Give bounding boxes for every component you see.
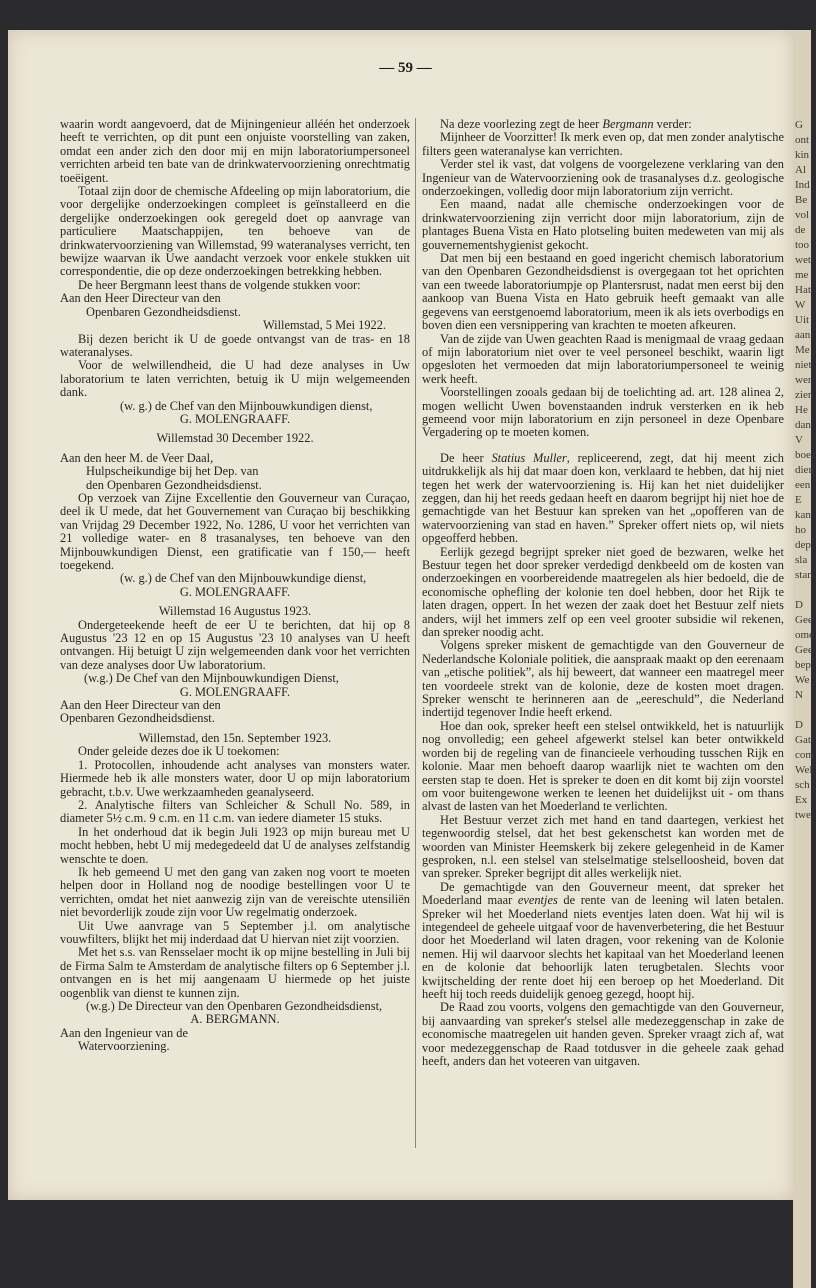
signature: (w.g.) De Directeur van den Openbaren Gezondheidsdienst,	[86, 999, 383, 1013]
letter-date: Willemstad 16 Augustus 1923.	[158, 604, 312, 619]
edge-fragment: ho	[795, 524, 806, 536]
edge-fragment: wet	[795, 254, 811, 266]
paragraph: Uit Uwe aanvrage van 5 September j.l. om analytische vouwfilters, blijkt het mij inderdaad dat U hiervan niet zijt voorzien.	[60, 918, 410, 946]
paragraph: Het Bestuur verzet zich met hand en tand daartegen, verkiest het tegenwoordig stelsel, dat het best gekenschetst kan worden met de woorden van Minister Heemskerk bij zekere gelegenheid in de Kamer gesproken, n.l. een stelsel van stelselmatige stelselloosheid, boven dat van spreker. Spreker begrijpt dit alles werkelijk niet.	[422, 812, 784, 881]
edge-fragment: W	[795, 299, 806, 311]
edge-fragment: dien	[795, 464, 814, 476]
adjacent-page-edge	[793, 30, 816, 1288]
paragraph: Ik heb gemeend U met den gang van zaken nog voort te moeten helpen door in Holland nog de noodige bestellingen voor U te verrichten, omdat het niet aanwezig zijn van de vereischte utensiliën niet bevorderlijk zoude zijn voor Uw regelmatig onderzoek.	[60, 864, 410, 920]
paragraph: Hoe dan ook, spreker heeft een stelsel ontwikkeld, het is natuurlijk nog onvolledig; een geheel afgewerkt stelsel kan beter ontwikkeld worden bij de regeling van de financieele verhouding tusschen Rijk en kolonie. Maar men behoeft daarop waarlijk niet te wachten om den eersten stap te doen. Het is spreker te doen en dit komt bij zijn voorstel om voor buitengewone werken te leenen het duidelijkst uit - om thans alvast de lasten van het Moederland te verlichten.	[422, 718, 784, 814]
paragraph: Voor de welwillendheid, die U had deze analyses in Uw laboratorium te laten verrichten, betuig ik U mijn welgemeenden dank.	[60, 358, 410, 400]
edge-fragment: zien	[795, 389, 814, 401]
letter-date: Willemstad, 5 Mei 1922.	[262, 318, 386, 333]
edge-fragment	[793, 583, 811, 598]
edge-fragment: aan	[795, 329, 811, 341]
paragraph: Dat men bij een bestaand en goed ingericht chemisch laboratorium van den Openbaren Gezondheidsdienst is overgegaan tot het oprichten van een tweede laboratoriumpje op Plantersrust, nadat men eerst bij den aankoop van Buena Vista en Hato gebruik heeft gemaakt van alle gegevens van eerstgenoemd laboratorium, meen ik als iets overbodigs en boven dien een versnippering van krachten te moeten afkeuren.	[422, 251, 784, 333]
paragraph: Verder stel ik vast, dat volgens de voorgelezene verklaring van den Ingenieur van de Watervoorziening ook de trasanalyses d.z. geologische onderzoekingen, volledig door mijn laboratorium zijn verricht.	[422, 157, 784, 199]
paragraph: De heer Statius Muller, repliceerend, zegt, dat hij meent zich uitdrukkelijk als hij dat maar doen kon, verklaard te hebben, dat hij niet tegen het werk der watervoorziening is. Hij kan het niet duidelijker zeggen, dan hij het reeds gedaan heeft en daarom begrijpt hij niet hoe de gemachtigde van het Bestuur kan spreken van het „opofferen van de watervoorziening van stad en haven.” Spreker offert niets op, wil niets opgeofferd hebben.	[422, 450, 784, 546]
letter-address: Aan den Heer Directeur van den	[60, 291, 221, 306]
signature: (w. g.) de Chef van den Mijnbouwkundigen dienst,	[120, 398, 373, 413]
edge-fragment: He	[795, 404, 808, 416]
letter-address: Hulpscheikundige bij het Dep. van	[86, 464, 259, 479]
paragraph: Op verzoek van Zijne Excellentie den Gouverneur van Curaçao, deel ik U mede, dat het Gouvernement van Curaçao bij beschikking van Vrijdag 29 December 1922, No. 1286, U voor het verrichten van 21 volledige water- en 8 trasanalyses, ten behoeve van den Mijnbouwkundigen Dienst, een gratificatie van f 150,— heeft toegekend.	[60, 490, 410, 572]
paragraph: Mijnheer de Voorzitter! Ik merk even op, dat men zonder analytische filters geen wateranalyse kan verrichten.	[422, 130, 784, 158]
edge-fragment: kin	[795, 149, 810, 161]
edge-fragment: ont	[795, 134, 810, 146]
edge-fragment: de	[795, 224, 806, 236]
edge-fragment	[793, 703, 811, 718]
paragraph: waarin wordt aangevoerd, dat de Mijningenieur alléén het onderzoek heeft te verrichten, op dit punt een onjuiste voorstelling van zaken, omdat een ander zich den door mij en mijn laboratoriumpersoneel verrichten arbeid ten bate van de drinkwatervoorziening onrechtmatig toeëigent.	[60, 117, 410, 185]
left-column	[60, 118, 410, 1158]
letter-address: den Openbaren Gezondheidsdienst.	[86, 477, 262, 492]
edge-fragment: Al	[795, 164, 806, 176]
letter-address: Watervoorziening.	[78, 1039, 170, 1054]
edge-fragment: Wel	[795, 764, 813, 776]
letter-address: Openbaren Gezondheidsdienst.	[60, 711, 215, 726]
edge-fragment: me	[795, 269, 809, 281]
edge-fragment: Be	[795, 194, 808, 206]
edge-fragment: Ind	[795, 179, 810, 191]
edge-fragment: dan	[795, 419, 811, 431]
edge-fragment: Gee	[795, 644, 813, 656]
letter-address: Aan den heer M. de Veer Daal,	[60, 450, 214, 465]
edge-fragment: too	[795, 239, 810, 251]
paragraph: Onder geleide dezes doe ik U toekomen:	[78, 744, 280, 759]
edge-fragment: niet	[795, 359, 812, 371]
paragraph: Met het s.s. van Rensselaer mocht ik op mijne bestelling in Juli bij de Firma Salm te Amsterdam de analytische filters op 6 September j.l. ontvangen en is het mij aangenaam U hiermede op het juiste oogenblik van dienst te kunnen zijn.	[60, 945, 410, 1000]
signature-name: A. BERGMANN.	[190, 1012, 280, 1027]
edge-fragment: boez	[795, 449, 816, 461]
paragraph: Eerlijk gezegd begrijpt spreker niet goed de bezwaren, welke het Bestuur tegen het door spreker verdedigd denkbeeld om de kosten van onderzoekingen en voorbereidende maatregelen als hier bedoeld, die de economische ophefling der kolonie ten doel hebben, door het Rijk te laten dragen, oppert. In het wezen der zaak doet het Bestuur zelf niets anders, wijl het immers zelf op een veel grooter subsidie wil rekenen, dan spreker noodig acht.	[422, 544, 784, 640]
paragraph: Totaal zijn door de chemische Afdeeling op mijn laboratorium, die voor dergelijke onderzoekingen compleet is geïnstalleerd en die dergelijke onderzoekingen ook geregeld doet op aanvrage van particuliere Maatschappijen, ten behoeve van de drinkwatervoorziening van Willemstad, 99 wateranalyses verricht, ten bewijze waarvan ik Uwe aandacht verzoek voor enkele stukken uit correspondentie, die op deze onderzoekingen betrekking hebben.	[60, 184, 410, 279]
letter-address: Aan den Ingenieur van de	[60, 1025, 188, 1040]
paragraph: Na deze voorlezing zegt de heer Bergmann verder:	[440, 117, 692, 131]
letter-date: Willemstad, den 15n. September 1923.	[138, 730, 332, 745]
signature: (w.g.) De Chef van den Mijnbouwkundigen Dienst,	[84, 671, 339, 686]
edge-fragment: dep	[795, 539, 811, 551]
edge-fragment: Uit	[795, 314, 810, 326]
edge-fragment: E	[795, 494, 802, 506]
edge-fragment: kan	[795, 509, 811, 521]
paragraph: Ondergeteekende heeft de eer U te berichten, dat hij op 8 Augustus '23 12 en op 15 Augustus '23 10 analyses van U heeft ontvangen. Hij betuigt U zijn welgemeenden dank voor het verrichten van deze analyses door Uw laboratorium.	[60, 617, 410, 672]
edge-fragment: sla	[795, 554, 808, 566]
paragraph: De heer Bergmann leest thans de volgende stukken voor:	[78, 277, 361, 292]
edge-fragment: wer	[795, 374, 812, 386]
right-column	[422, 118, 784, 1158]
paragraph: De Raad zou voorts, volgens den gemachtigde van den Gouverneur, bij aanvaarding van spreker's stelsel alle medezeggenschap in zake de economische maatregelen uit handen geven. Spreker vraagt zich af, wat voor medezeggenschap de Raad totdusver in die geheele zaak gehad heeft, anders dan het voteeren van uitgaven.	[422, 1000, 784, 1069]
edge-fragment: G	[795, 119, 803, 131]
signature: (w. g.) de Chef van den Mijnbouwkundige dienst,	[120, 571, 367, 586]
signature-name: G. MOLENGRAAFF.	[179, 411, 291, 426]
edge-fragment: Gee	[795, 614, 813, 626]
edge-fragment: Hat	[795, 284, 811, 296]
edge-fragment: N	[795, 689, 803, 701]
signature-name: G. MOLENGRAAFF.	[179, 584, 291, 599]
paragraph: 1. Protocollen, inhoudende acht analyses van monsters water. Hiermede heb ik alle monsters water, door U op mijn laboratorium gebracht, t.b.v. Uwe werkzaamheden geanalyseerd.	[60, 757, 410, 799]
letter-address: Aan den Heer Directeur van den	[60, 698, 221, 713]
page-number: — 59 —	[379, 60, 432, 76]
paragraph: Van de zijde van Uwen geachten Raad is menigmaal de vraag gedaan of mijn laboratorium niet over te veel personeel beschikt, waarin ligt opgesloten het vermoeden dat mijn laboratoriumpersoneel te weinig werk heeft.	[422, 331, 784, 386]
paragraph: Een maand, nadat alle chemische onderzoekingen voor de drinkwatervoorziening zijn verricht door mijn laboratorium, zijn de plantages Buena Vista en Hato plotseling buiten medeweten van mij als gouvernementshygienist gekocht.	[422, 197, 784, 252]
edge-fragment: een	[795, 479, 811, 491]
letter-date: Willemstad 30 December 1922.	[156, 431, 314, 446]
edge-fragment: Ex	[795, 794, 808, 806]
paragraph: 2. Analytische filters van Schleicher & Schull No. 589, in diameter 5½ c.m. 9 c.m. en 11 c.m. van iedere diameter 15 stuks.	[60, 797, 410, 826]
edge-fragment: V	[795, 434, 803, 446]
edge-fragment: ome	[795, 629, 814, 641]
edge-fragment: stan	[795, 569, 813, 581]
edge-fragment: Me	[795, 344, 810, 356]
letter-address: Openbaren Gezondheidsdienst.	[86, 304, 241, 319]
edge-fragment: vol	[795, 209, 810, 221]
edge-fragment: bep	[795, 659, 811, 671]
edge-fragment: sch	[795, 779, 810, 791]
paragraph: Voorstellingen zooals gedaan bij de toelichting ad. art. 128 alinea 2, mogen wellicht Uwen bovenstaanden indruk versterken en ik heb gemeend voor mijn laboratorium en zijn personeel in deze Openbare Vergadering op te moeten komen.	[422, 385, 784, 440]
signature-name: G. MOLENGRAAFF.	[179, 684, 291, 699]
paragraph: Volgens spreker miskent de gemachtigde van den Gouverneur de Nederlandsche Koloniale politiek, die aanspraak maakt op den eerenaam van „etische politiek”, als hij beweert, dat wanneer een maatregel meer ten voordeele strekt van de kolonie, deze de kosten moet dragen. Spreker wenscht te herinneren aan de „eereschuld”, die Nederland indertijd tegenover Indie heeft erkend.	[422, 638, 784, 720]
edge-fragment: twe	[795, 809, 811, 821]
edge-fragment: Gat	[795, 734, 811, 746]
paragraph: Bij dezen bericht ik U de goede ontvangst van de tras- en 18 wateranalyses.	[60, 331, 410, 359]
edge-fragment: D	[795, 599, 803, 611]
edge-fragment: com	[795, 749, 814, 761]
edge-fragment: D	[795, 719, 803, 731]
paragraph: De gemachtigde van den Gouverneur meent, dat spreker het Moederland maar eventjes de rente van de leening wil laten betalen. Spreker wil het Moederland niets eventjes laten doen. Wat hij wil is integendeel de geheele uitgaaf voor de havenverbetering, die het Bestuur door het Moederland wil laten dragen, voor rekening van de Kolonie nemen. Hij wil daarvoor slechts het kapitaal van het Moederland leenen en de kolonie dat behoorlijk laten terugbetalen. Slechts voor kwijtschelding der rente doet hij een beroep op het Moederland. Dit heeft hij toch reeds duidelijk genoeg gezegd, hoopt hij.	[422, 879, 784, 1001]
paragraph: In het onderhoud dat ik begin Juli 1923 op mijn bureau met U mocht hebben, hebt U mij medegedeeld dat U de analyses zelfstandig wenschte te doen.	[60, 824, 410, 866]
column-divider	[415, 118, 416, 1148]
edge-fragment: We	[795, 674, 810, 686]
